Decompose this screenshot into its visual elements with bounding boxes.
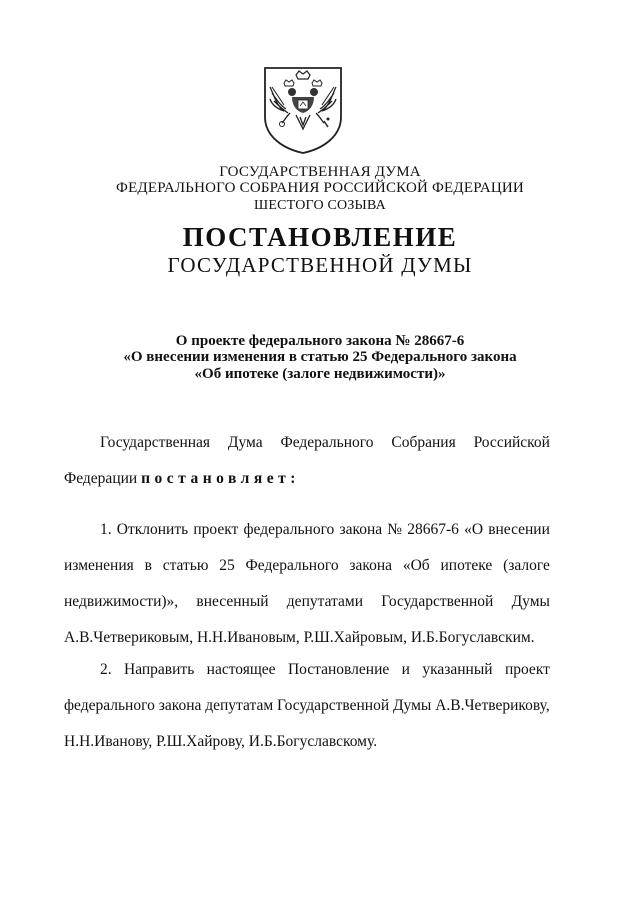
subject-line-1: О проекте федерального закона № 28667-6 xyxy=(175,333,465,349)
item2-word: указанный xyxy=(422,661,493,678)
preamble-word: Российской xyxy=(473,434,550,451)
preamble-word: Собрания xyxy=(391,434,456,451)
item1-word: депутатами xyxy=(286,593,363,610)
item1-word: Государственной xyxy=(381,593,494,610)
item1-word: «Об xyxy=(402,557,430,574)
subject-line-2: «О внесении изменения в статью 25 Федерального закона xyxy=(123,349,517,365)
subject-line-3: «Об ипотеке (залоге недвижимости)» xyxy=(194,366,446,382)
document-subtitle: ГОСУДАРСТВЕННОЙ ДУМЫ xyxy=(167,253,473,277)
item2-line-1 xyxy=(64,661,550,679)
preamble-decides: постановляет: xyxy=(141,470,300,487)
item1-word: проект xyxy=(193,521,239,538)
item1-word: недвижимости)», xyxy=(64,593,179,610)
preamble-line-1 xyxy=(64,434,550,452)
item2-word: Направить xyxy=(124,661,195,678)
item2-word: и xyxy=(401,661,410,678)
item1-word: 1. xyxy=(100,521,112,538)
item2-line-2: федерального закона депутатам Государственной Думы А.В.Четверикову, xyxy=(64,697,550,714)
item1-word: (залоге xyxy=(503,557,550,574)
preamble-line-2 xyxy=(64,470,300,488)
item1-line-4: А.В.Четвериковым, Н.Н.Ивановым, Р.Ш.Хайровым, И.Б.Богуславским. xyxy=(64,629,535,646)
item1-word: Федерального xyxy=(245,557,339,574)
header-convocation: ШЕСТОГО СОЗЫВА xyxy=(254,198,386,213)
item1-line-2 xyxy=(64,557,550,575)
item1-word: № xyxy=(387,521,403,538)
item2-word: проект xyxy=(504,661,550,678)
item1-word: внесении xyxy=(488,521,550,538)
item1-line-3 xyxy=(64,593,550,611)
item1-word: федерального xyxy=(243,521,335,538)
item1-word: ипотеке xyxy=(440,557,493,574)
preamble-word: Государственная xyxy=(100,434,211,451)
item1-word: изменения xyxy=(64,557,134,574)
item1-word: Думы xyxy=(511,593,550,610)
item1-word: Отклонить xyxy=(116,521,189,538)
item2-word: Постановление xyxy=(287,661,390,678)
item1-word: закона xyxy=(339,521,383,538)
document-title: ПОСТАНОВЛЕНИЕ xyxy=(182,222,458,252)
item2-line-3: Н.Н.Иванову, Р.Ш.Хайрову, И.Б.Богуславскому. xyxy=(64,733,378,750)
item1-word: 28667-6 xyxy=(407,521,459,538)
item1-word: в xyxy=(144,557,152,574)
item2-word: 2. xyxy=(100,661,112,678)
preamble-word: Дума xyxy=(227,434,263,451)
item2-word: настоящее xyxy=(206,661,276,678)
preamble-word: Федерального xyxy=(280,434,374,451)
item1-word: закона xyxy=(349,557,393,574)
coat-of-arms-emblem xyxy=(262,65,344,155)
item1-line-1 xyxy=(64,521,550,539)
item1-word: «О xyxy=(464,521,484,538)
preamble-federation: Федерации xyxy=(64,470,142,487)
item1-word: статью xyxy=(162,557,209,574)
header-assembly: ФЕДЕРАЛЬНОГО СОБРАНИЯ РОССИЙСКОЙ ФЕДЕРАЦИИ xyxy=(116,180,524,196)
item1-word: 25 xyxy=(219,557,235,574)
item1-word: внесенный xyxy=(196,593,269,610)
header-organization: ГОСУДАРСТВЕННАЯ ДУМА xyxy=(219,164,421,180)
